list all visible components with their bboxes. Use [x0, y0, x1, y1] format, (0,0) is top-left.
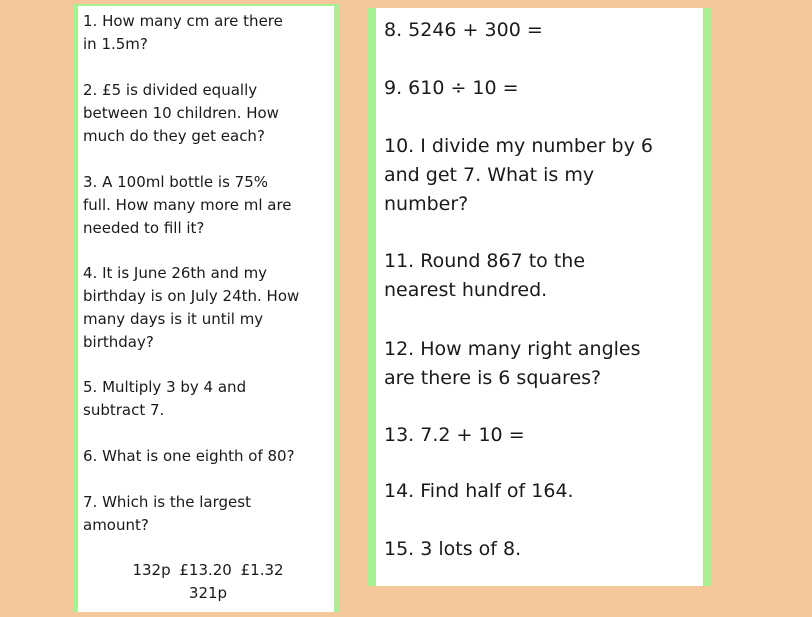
- question-2: 2. £5 is divided equally between 10 children. How much do they get each?: [83, 81, 279, 145]
- question-3: 3. A 100ml bottle is 75% full. How many more ml are needed to fill it?: [83, 173, 292, 237]
- question-10: 10. I divide my number by 6 and get 7. What is my number?: [384, 135, 653, 215]
- question-6: 6. What is one eighth of 80?: [83, 447, 295, 465]
- question-4: 4. It is June 26th and my birthday is on July 24th. How many days is it until my birthday?: [83, 264, 300, 351]
- question-card-left: [73, 4, 339, 612]
- question-1: 1. How many cm are there in 1.5m?: [83, 12, 283, 53]
- question-13: 13. 7.2 + 10 =: [384, 424, 525, 446]
- question-card-right: [368, 8, 711, 586]
- question-14: 14. Find half of 164.: [384, 480, 574, 502]
- question-7: 7. Which is the largest amount?: [83, 493, 251, 534]
- question-7-amounts: 132p £13.20 £1.32 321p: [132, 561, 284, 602]
- question-9: 9. 610 ÷ 10 =: [384, 77, 519, 99]
- question-5: 5. Multiply 3 by 4 and subtract 7.: [83, 378, 247, 419]
- question-12: 12. How many right angles are there is 6 squares?: [384, 338, 641, 389]
- question-11: 11. Round 867 to the nearest hundred.: [384, 250, 586, 301]
- question-15: 15. 3 lots of 8.: [384, 538, 522, 560]
- question-8: 8. 5246 + 300 =: [384, 19, 543, 41]
